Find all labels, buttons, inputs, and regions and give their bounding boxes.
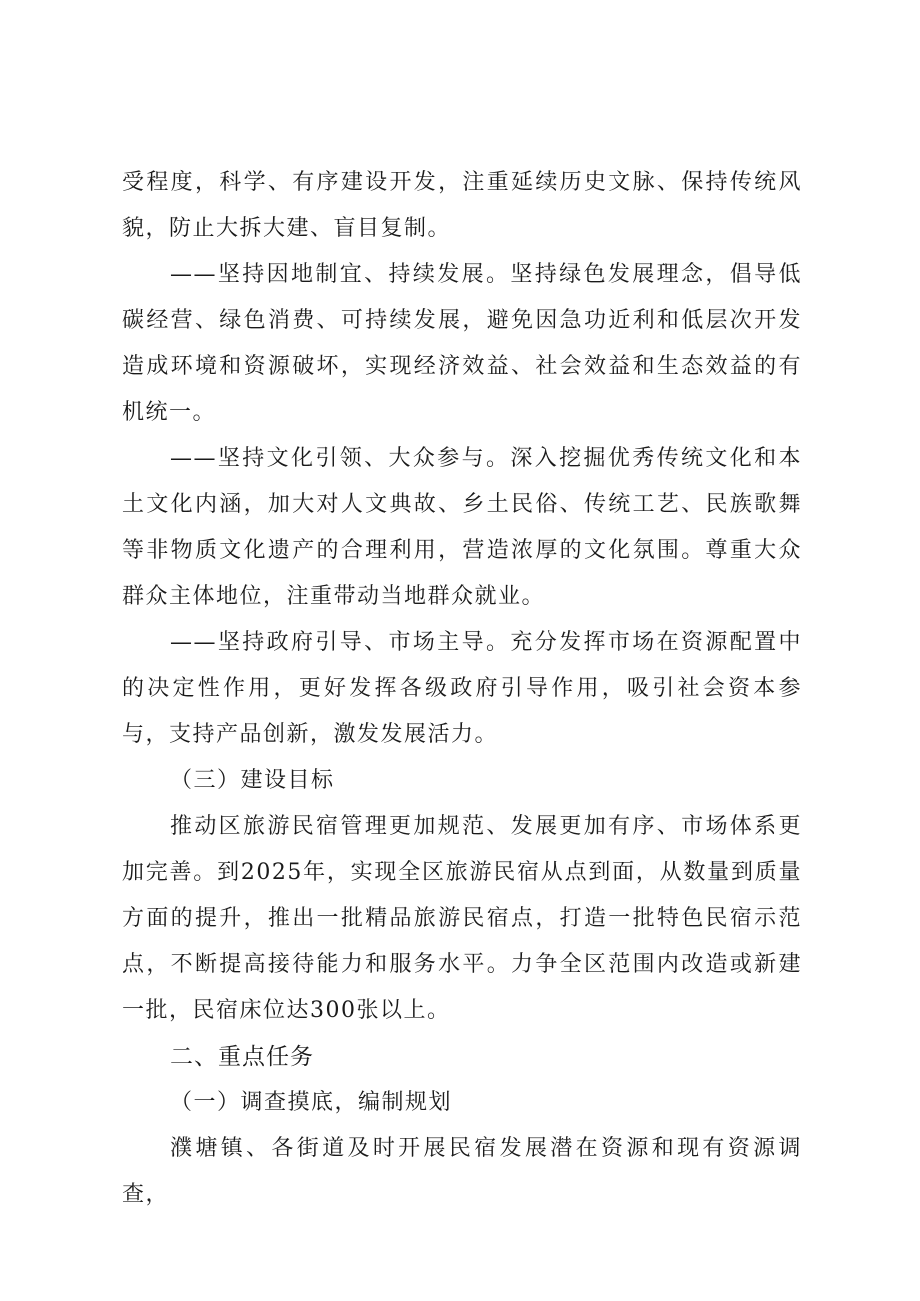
paragraph-principle-government: ——坚持政府引导、市场主导。充分发挥市场在资源配置中的决定性作用，更好发挥各级政府引导作用，吸引社会资本参与，支持产品创新，激发发展活力。 — [122, 630, 802, 747]
document-body — [122, 160, 802, 1218]
paragraph-survey: 濮塘镇、各街道及时开展民宿发展潜在资源和现有资源调查， — [122, 1136, 802, 1207]
paragraph-principle-culture: ——坚持文化引领、大众参与。深入挖掘优秀传统文化和本土文化内涵，加大对人文典故、乡土民俗、传统工艺、民族歌舞等非物质文化遗产的合理利用，营造浓厚的文化氛围。尊重大众群众主体地位，注重带动当地群众就业。 — [122, 446, 802, 609]
paragraph-goals: 推动区旅游民宿管理更加规范、发展更加有序、市场体系更加完善。到2025年，实现全区旅游民宿从点到面，从数量到质量方面的提升，推出一批精品旅游民宿点，打造一批特色民宿示范点，不断提高接待能力和服务水平。力争全区范围内改造或新建一批，民宿床位达300张以上。 — [122, 814, 802, 1023]
section-heading-key-tasks: 二、重点任务 — [170, 1044, 314, 1070]
paragraph-principle-local-conditions: ——坚持因地制宜、持续发展。坚持绿色发展理念，倡导低碳经营、绿色消费、可持续发展，避免因急功近利和低层次开发造成环境和资源破坏，实现经济效益、社会效益和生态效益的有机统一。 — [122, 262, 802, 425]
paragraph-continuation: 受程度，科学、有序建设开发，注重延续历史文脉、保持传统风貌，防止大拆大建、盲目复制。 — [122, 170, 802, 241]
section-heading-goals: （三）建设目标 — [170, 768, 335, 793]
section-heading-survey-planning: （一）调查摸底，编制规划 — [170, 1090, 453, 1115]
